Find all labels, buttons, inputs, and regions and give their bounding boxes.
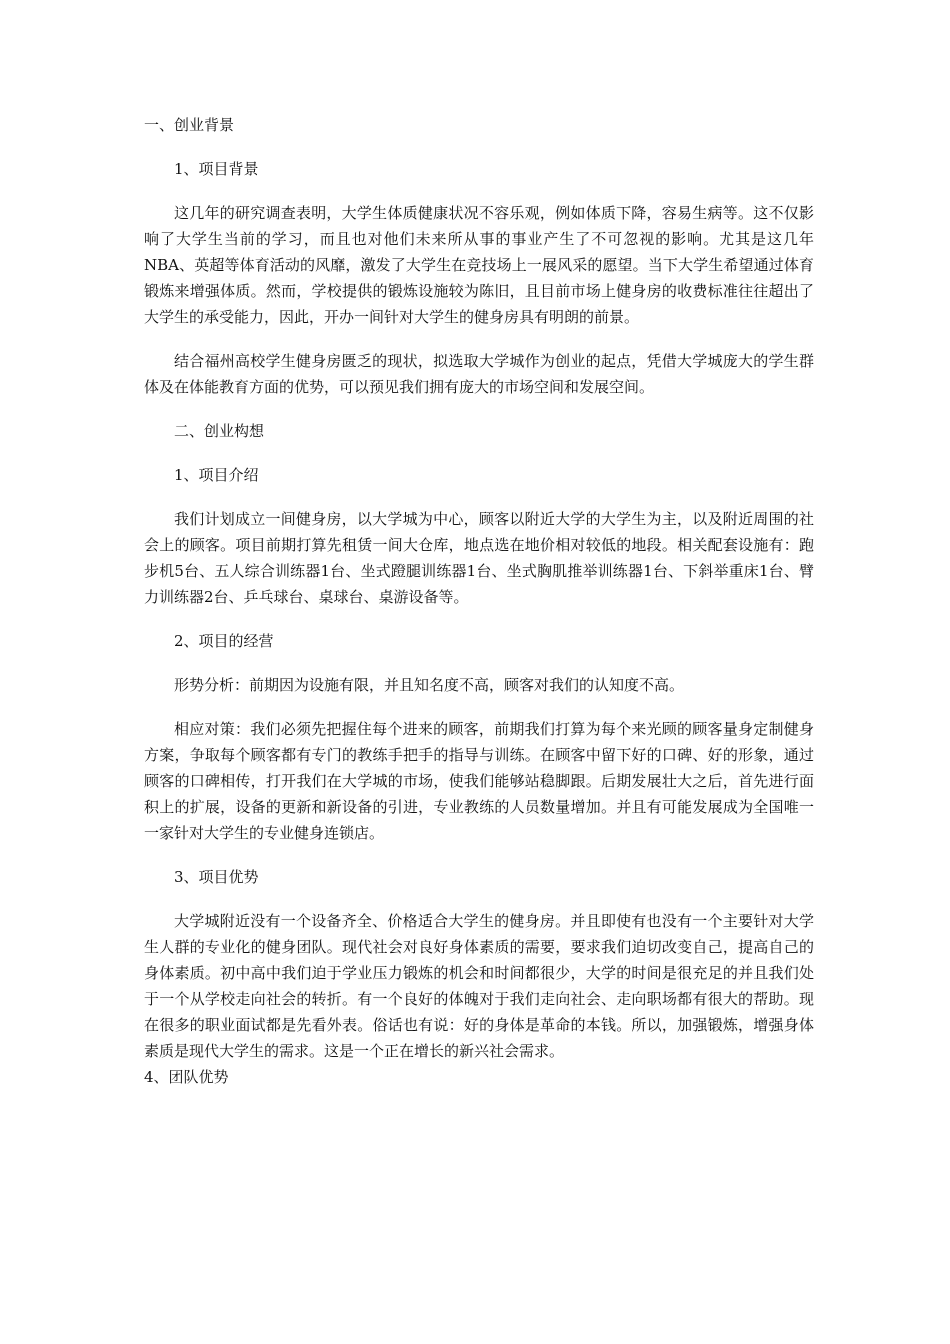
spacer: [144, 610, 814, 628]
section-heading-startup-background: 一、创业背景: [144, 116, 235, 134]
subheading-project-advantages: 3、项目优势: [174, 868, 259, 886]
subheading-team-advantages: 4、团队优势: [144, 1068, 229, 1086]
spacer: [144, 488, 814, 506]
spacer: [144, 444, 814, 462]
spacer: [144, 182, 814, 200]
paragraph-project-intro: 我们计划成立一间健身房，以大学城为中心，顾客以附近大学的大学生为主，以及附近周围的社会上的顾客。项目前期打算先租赁一间大仓库，地点选在地价相对较低的地段。相关配套设施有：跑步机5台、五人综合训练器1台、坐式蹬腿训练器1台、坐式胸肌推举训练器1台、下斜举重床1台、臂力训练器2台、乒乓球台、桌球台、桌游设备等。: [144, 510, 814, 606]
document-page: [144, 112, 814, 1090]
spacer: [144, 698, 814, 716]
spacer: [144, 138, 814, 156]
paragraph-project-background: 这几年的研究调查表明，大学生体质健康状况不容乐观，例如体质下降，容易生病等。这不仅影响了大学生当前的学习，而且也对他们未来所从事的事业产生了不可忽视的影响。尤其是这几年NBA、英超等体育活动的风靡，激发了大学生在竞技场上一展风采的愿望。当下大学生希望通过体育锻炼来增强体质。然而，学校提供的锻炼设施较为陈旧，且目前市场上健身房的收费标准往往超出了大学生的承受能力，因此，开办一间针对大学生的健身房具有明朗的前景。: [144, 204, 814, 326]
section-heading-startup-concept: 二、创业构想: [174, 422, 265, 440]
paragraph-project-advantages: 大学城附近没有一个设备齐全、价格适合大学生的健身房。并且即使有也没有一个主要针对大学生人群的专业化的健身团队。现代社会对良好身体素质的需要，要求我们迫切改变自己，提高自己的身体素质。初中高中我们迫于学业压力锻炼的机会和时间都很少，大学的时间是很充足的并且我们处于一个从学校走向社会的转折。有一个良好的体魄对于我们走向社会、走向职场都有很大的帮助。现在很多的职业面试都是先看外表。俗话也有说：好的身体是革命的本钱。所以，加强锻炼，增强身体素质是现代大学生的需求。这是一个正在增长的新兴社会需求。: [144, 912, 814, 1060]
subheading-project-background: 1、项目背景: [174, 160, 259, 178]
spacer: [144, 890, 814, 908]
spacer: [144, 330, 814, 348]
paragraph-countermeasures: 相应对策：我们必须先把握住每个进来的顾客，前期我们打算为每个来光顾的顾客量身定制健身方案，争取每个顾客都有专门的教练手把手的指导与训练。在顾客中留下好的口碑、好的形象，通过顾客的口碑相传，打开我们在大学城的市场，使我们能够站稳脚跟。后期发展壮大之后，首先进行面积上的扩展，设备的更新和新设备的引进，专业教练的人员数量增加。并且有可能发展成为全国唯一一家针对大学生的专业健身连锁店。: [144, 720, 814, 842]
subheading-project-intro: 1、项目介绍: [174, 466, 259, 484]
spacer: [144, 846, 814, 864]
spacer: [144, 400, 814, 418]
subheading-project-operation: 2、项目的经营: [174, 632, 274, 650]
spacer: [144, 654, 814, 672]
paragraph-fuzhou-context: 结合福州高校学生健身房匮乏的现状，拟选取大学城作为创业的起点，凭借大学城庞大的学生群体及在体能教育方面的优势，可以预见我们拥有庞大的市场空间和发展空间。: [144, 352, 814, 396]
paragraph-situation-analysis: 形势分析：前期因为设施有限，并且知名度不高，顾客对我们的认知度不高。: [174, 676, 685, 694]
